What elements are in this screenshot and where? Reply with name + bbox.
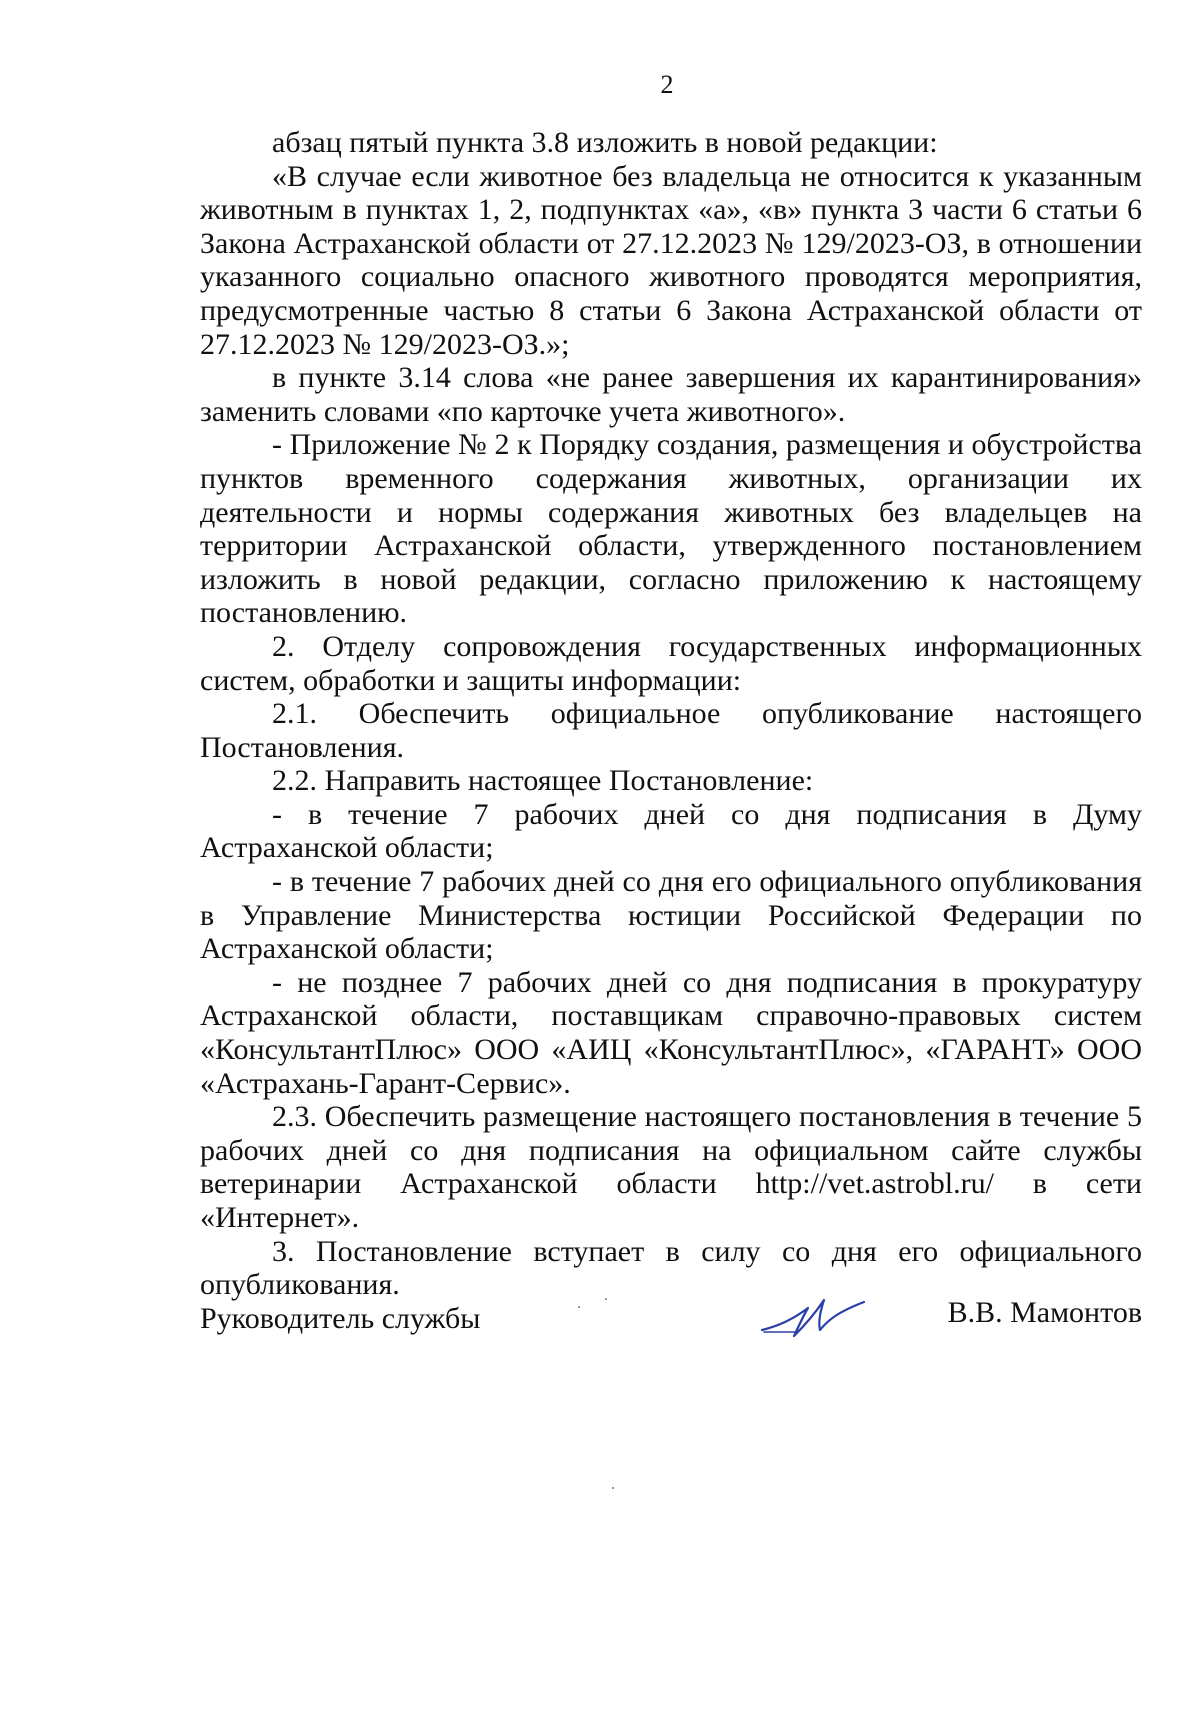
paragraph: 3. Постановление вступает в силу со дня его официального опубликования. [200,1234,1142,1302]
paragraph: «В случае если животное без владельца не относится к указанным животным в пунктах 1, 2, подпунктах «а», «в» пункта 3 части 6 статьи 6 Закона Астраханской области от 27.12.2023 № 129/2023-ОЗ, в отношении указанного социально опасного животного проводятся мероприятия, предусмотренные частью 8 статьи 6 Закона Астраханской области от 27.12.2023 № 129/2023-ОЗ.»; [200,159,1142,361]
scan-speck [605,1298,607,1300]
paragraph: - в течение 7 рабочих дней со дня его официального опубликования в Управление Министерства юстиции Российской Федерации по Астраханской области; [200,865,1142,966]
document-body [200,126,1142,1302]
paragraph: 2.1. Обеспечить официальное опубликование настоящего Постановления. [200,697,1142,764]
paragraph: 2.2. Направить настоящее Постановление: [272,764,814,798]
scan-speck [578,1306,580,1308]
paragraph: - в течение 7 рабочих дней со дня подписания в Думу Астраханской области; [200,797,1142,865]
paragraph: 2. Отделу сопровождения государственных информационных систем, обработки и защиты информации: [200,629,1142,697]
scan-speck [612,1487,614,1489]
signatory-title: Руководитель службы [200,1302,481,1335]
signature-block [200,1296,1142,1356]
paragraph: абзац пятый пункта 3.8 изложить в новой редакции: [272,126,938,159]
paragraph: в пункте 3.14 слова «не ранее завершения их карантинирования» заменить словами «по карточке учета животного». [200,361,1142,428]
handwritten-signature [758,1286,868,1346]
signatory-name: В.В. Мамонтов [947,1296,1142,1329]
paragraph: - Приложение № 2 к Порядку создания, размещения и обустройства пунктов временного содержания животных, организации их деятельности и нормы содержания животных без владельцев на территории Астраханской области, утвержденного постановлением изложить в новой редакции, согласно приложению к настоящему постановлению. [200,428,1142,630]
paragraph: 2.3. Обеспечить размещение настоящего постановления в течение 5 рабочих дней со дня подписания на официальном сайте службы ветеринарии Астраханской области http://vet.astrobl.ru/ в сети «Интернет». [200,1100,1142,1234]
page-number: 2 [660,70,674,99]
paragraph: - не позднее 7 рабочих дней со дня подписания в прокуратуру Астраханской области, поставщикам справочно-правовых систем «КонсультантПлюс» ООО «АИЦ «КонсультантПлюс», «ГАРАНТ» ООО «Астрахань-Гарант-Сервис». [200,965,1142,1100]
